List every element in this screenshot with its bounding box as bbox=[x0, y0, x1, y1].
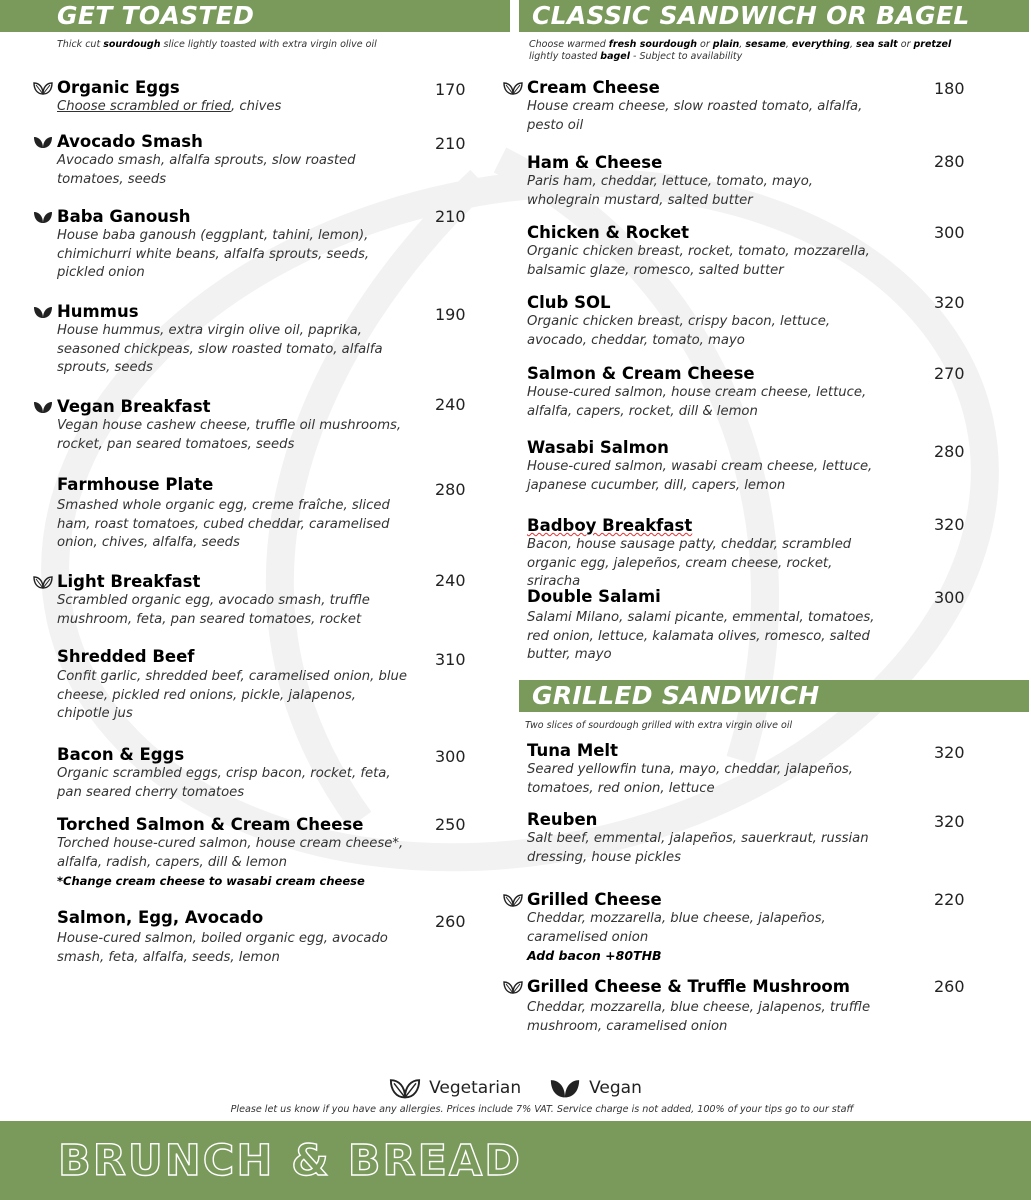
item-name: Baba Ganoush bbox=[57, 207, 191, 226]
item-desc: Cheddar, mozzarella, blue cheese, jalapeños, caramelised onion bbox=[527, 911, 826, 945]
item-desc: House cream cheese, slow roasted tomato, alfalfa, pesto oil bbox=[527, 99, 863, 133]
item-desc: Paris ham, cheddar, lettuce, tomato, mayo, wholegrain mustard, salted butter bbox=[527, 174, 813, 208]
menu-item-reuben bbox=[527, 810, 965, 867]
item-desc: House baba ganoush (eggplant, tahini, lemon), chimichurri white beans, alfalfa sprouts, seeds, pickled onion bbox=[57, 228, 370, 280]
menu-item-salmon-cream-cheese bbox=[527, 364, 965, 421]
menu-item-avocado-smash bbox=[57, 132, 487, 189]
item-desc: Choose scrambled or fried, chives bbox=[57, 99, 282, 114]
item-name: Badboy Breakfast bbox=[527, 516, 693, 535]
item-price: 280 bbox=[934, 442, 965, 461]
item-desc: House hummus, extra virgin olive oil, paprika, seasoned chickpeas, slow roasted tomato, alfalfa sprouts, seeds bbox=[57, 323, 383, 375]
menu-item-shredded-beef bbox=[57, 647, 487, 724]
item-desc: Organic chicken breast, rocket, tomato, mozzarella, balsamic glaze, romesco, salted butter bbox=[527, 244, 870, 278]
item-name: Farmhouse Plate bbox=[57, 475, 214, 494]
vegan-leaf-icon bbox=[33, 210, 53, 224]
item-price: 210 bbox=[435, 207, 466, 226]
item-name: Hummus bbox=[57, 302, 139, 321]
item-price: 240 bbox=[435, 571, 466, 590]
vegetarian-leaf-icon bbox=[503, 893, 523, 907]
footer-banner bbox=[0, 1121, 1031, 1200]
allergy-footnote: Please let us know if you have any allergies. Prices include 7% VAT. Service charge is not added, 100% of your tips go to our staff bbox=[230, 1104, 854, 1115]
item-price: 320 bbox=[934, 812, 965, 831]
item-price: 260 bbox=[934, 977, 965, 996]
vegan-leaf-icon bbox=[33, 135, 53, 149]
item-price: 210 bbox=[435, 134, 466, 153]
get-toasted-subtitle: Thick cut sourdough slice lightly toasted with extra virgin olive oil bbox=[57, 39, 377, 50]
brand-logo: BRUNCH & BREAD bbox=[58, 1136, 523, 1186]
menu-item-baba-ganoush bbox=[57, 207, 487, 283]
item-price: 190 bbox=[435, 305, 466, 324]
menu-item-chicken-rocket bbox=[527, 223, 965, 280]
menu-item-cream-cheese bbox=[527, 78, 965, 135]
menu-item-salmon-egg-avocado bbox=[57, 908, 487, 967]
item-name: Grilled Cheese & Truffle Mushroom bbox=[527, 977, 850, 996]
item-name: Cream Cheese bbox=[527, 78, 660, 97]
classic-sandwich-section bbox=[519, 0, 1029, 1034]
item-price: 320 bbox=[934, 743, 965, 762]
menu-item-club-sol bbox=[527, 293, 965, 350]
item-price: 320 bbox=[934, 293, 965, 312]
vegan-leaf-icon bbox=[33, 305, 53, 319]
menu-item-ham-cheese bbox=[527, 152, 965, 210]
item-name: Avocado Smash bbox=[57, 132, 203, 151]
item-price: 310 bbox=[435, 650, 466, 669]
classic-sandwich-subtitle: Choose warmed fresh sourdough or plain, sesame, everything, sea salt or pretzel lightly toasted bagel - Subject to availability bbox=[529, 39, 952, 62]
item-name: Torched Salmon & Cream Cheese bbox=[57, 815, 364, 834]
menu-item-grilled-cheese bbox=[527, 890, 965, 964]
menu-item-organic-eggs bbox=[57, 78, 487, 117]
vegetarian-leaf-icon bbox=[33, 81, 53, 95]
item-desc: Organic scrambled eggs, crisp bacon, rocket, feta, pan seared cherry tomatoes bbox=[57, 766, 391, 800]
item-name: Salmon & Cream Cheese bbox=[527, 364, 755, 383]
menu-item-grilled-cheese-truffle bbox=[527, 977, 965, 1036]
item-desc: Vegan house cashew cheese, truffle oil mushrooms, rocket, pan seared tomatoes, seeds bbox=[57, 418, 402, 452]
item-desc: Bacon, house sausage patty, cheddar, scrambled organic egg, jalepeños, cream cheese, rocket, sriracha bbox=[527, 537, 852, 589]
legend-vegetarian-label: Vegetarian bbox=[429, 1078, 522, 1098]
item-name: Double Salami bbox=[527, 587, 661, 606]
get-toasted-title: GET TOASTED bbox=[0, 0, 510, 32]
vegetarian-leaf-icon bbox=[503, 980, 523, 994]
item-price: 250 bbox=[435, 815, 466, 834]
vegan-leaf-icon bbox=[33, 400, 53, 414]
vegetarian-leaf-icon bbox=[503, 81, 523, 95]
vegetarian-leaf-icon bbox=[389, 1077, 421, 1099]
item-desc: Smashed whole organic egg, creme fraîche, sliced ham, roast tomatoes, cubed cheddar, caramelised onion, chives, alfalfa, seeds bbox=[57, 498, 390, 550]
item-desc: Organic chicken breast, crispy bacon, lettuce, avocado, cheddar, tomato, mayo bbox=[527, 314, 831, 348]
grilled-sandwich-title: GRILLED SANDWICH bbox=[519, 680, 1029, 712]
menu-item-wasabi-salmon bbox=[527, 438, 965, 495]
item-desc: Avocado smash, alfalfa sprouts, slow roasted tomatoes, seeds bbox=[57, 153, 356, 187]
item-name: Bacon & Eggs bbox=[57, 745, 185, 764]
item-price: 280 bbox=[435, 480, 466, 499]
item-name: Ham & Cheese bbox=[527, 153, 663, 172]
menu-item-vegan-breakfast bbox=[57, 397, 487, 454]
diet-legend bbox=[0, 1077, 1031, 1104]
menu-item-torched-salmon bbox=[57, 815, 487, 889]
item-name: Grilled Cheese bbox=[527, 890, 662, 909]
item-desc: Torched house-cured salmon, house cream cheese*, alfalfa, radish, capers, dill & lemon bbox=[57, 836, 404, 870]
item-name: Vegan Breakfast bbox=[57, 397, 211, 416]
item-desc: Salami Milano, salami picante, emmental, tomatoes, red onion, lettuce, kalamata olives, romesco, salted butter, mayo bbox=[527, 610, 875, 662]
item-name: Salmon, Egg, Avocado bbox=[57, 908, 264, 927]
item-price: 180 bbox=[934, 79, 965, 98]
item-price: 300 bbox=[934, 588, 965, 607]
menu-item-badboy-breakfast bbox=[527, 515, 965, 592]
item-price: 260 bbox=[435, 912, 466, 931]
item-desc: Confit garlic, shredded beef, caramelised onion, blue cheese, pickled red onions, pickle, jalapenos, chipotle jus bbox=[57, 669, 408, 721]
item-desc: House-cured salmon, boiled organic egg, avocado smash, feta, alfalfa, seeds, lemon bbox=[57, 931, 388, 965]
item-price: 240 bbox=[435, 395, 466, 414]
classic-sandwich-title: CLASSIC SANDWICH OR BAGEL bbox=[519, 0, 1029, 32]
item-desc: Scrambled organic egg, avocado smash, truffle mushroom, feta, pan seared tomatoes, rocket bbox=[57, 593, 370, 627]
item-name: Shredded Beef bbox=[57, 647, 195, 666]
item-price: 300 bbox=[934, 223, 965, 242]
item-name: Tuna Melt bbox=[527, 741, 618, 760]
item-price: 170 bbox=[435, 80, 466, 99]
item-price: 220 bbox=[934, 890, 965, 909]
get-toasted-section bbox=[0, 0, 510, 965]
vegetarian-leaf-icon bbox=[33, 575, 53, 589]
menu-item-hummus bbox=[57, 302, 487, 378]
menu-item-double-salami bbox=[527, 587, 965, 665]
item-price: 270 bbox=[934, 364, 965, 383]
item-price: 280 bbox=[934, 152, 965, 171]
item-note: *Change cream cheese to wasabi cream cheese bbox=[57, 874, 365, 888]
item-name: Club SOL bbox=[527, 293, 611, 312]
item-note: Add bacon +80THB bbox=[527, 948, 662, 963]
item-name: Wasabi Salmon bbox=[527, 438, 669, 457]
item-name: Reuben bbox=[527, 810, 598, 829]
item-desc: Cheddar, mozzarella, blue cheese, jalapenos, truffle mushroom, caramelised onion bbox=[527, 1000, 871, 1034]
item-price: 300 bbox=[435, 747, 466, 766]
legend-vegan-label: Vegan bbox=[589, 1078, 642, 1098]
menu-item-farmhouse-plate bbox=[57, 475, 487, 553]
item-price: 320 bbox=[934, 515, 965, 534]
grilled-sandwich-subtitle: Two slices of sourdough grilled with extra virgin olive oil bbox=[525, 720, 793, 731]
item-name: Chicken & Rocket bbox=[527, 223, 690, 242]
menu-item-light-breakfast bbox=[57, 572, 487, 629]
menu-item-bacon-eggs bbox=[57, 745, 487, 802]
item-desc: House-cured salmon, house cream cheese, lettuce, alfalfa, capers, rocket, dill & lemon bbox=[527, 385, 867, 419]
item-desc: Salt beef, emmental, jalapeños, sauerkraut, russian dressing, house pickles bbox=[527, 831, 869, 865]
item-name: Light Breakfast bbox=[57, 572, 201, 591]
item-desc: House-cured salmon, wasabi cream cheese, lettuce, japanese cucumber, dill, capers, lemon bbox=[527, 459, 873, 493]
item-name: Organic Eggs bbox=[57, 78, 180, 97]
menu-item-tuna-melt bbox=[527, 741, 965, 798]
item-desc: Seared yellowfin tuna, mayo, cheddar, jalapeños, tomatoes, red onion, lettuce bbox=[527, 762, 853, 796]
vegan-leaf-icon bbox=[549, 1077, 581, 1099]
